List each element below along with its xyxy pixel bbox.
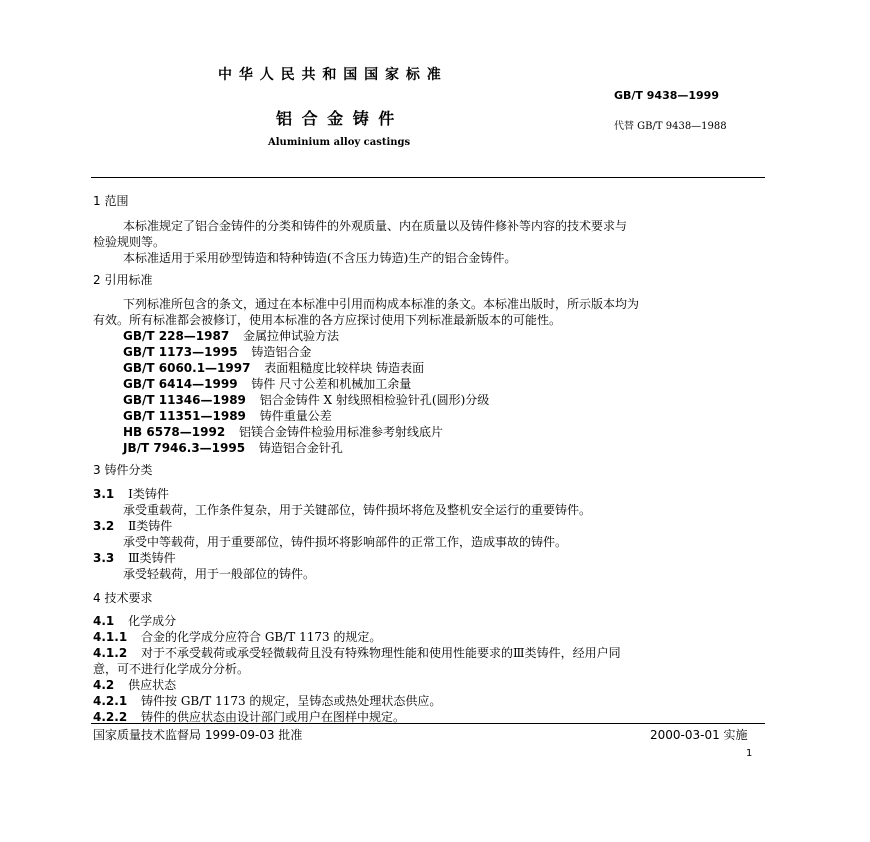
reference-code: GB/T 228—1987 (123, 329, 230, 343)
implementation-date: 2000-03-01 实施 (650, 728, 748, 742)
header-divider (91, 177, 765, 178)
clause-4-1 (93, 613, 176, 629)
clause-4-1-2-cont: 意，可不进行化学成分分析。 (93, 662, 250, 676)
reference-code: GB/T 6414—1999 (123, 377, 238, 391)
reference-title: 铸件 尺寸公差和机械加工余量 (251, 377, 412, 391)
clause-3-2 (93, 518, 172, 534)
clause-title: Ⅰ类铸件 (128, 487, 169, 501)
clause-number: 3.2 (93, 519, 115, 533)
reference-code: GB/T 11346—1989 (123, 393, 246, 407)
reference-item (123, 408, 332, 424)
approval-line: 国家质量技术监督局 1999-09-03 批准 (93, 728, 303, 742)
reference-code: GB/T 6060.1—1997 (123, 361, 251, 375)
clause-number: 4.1 (93, 614, 115, 628)
clause-text: 铸件按 GB/T 1173 的规定，呈铸态或热处理状态供应。 (141, 694, 442, 708)
clause-number: 4.2.2 (93, 710, 128, 724)
clause-number: 4.2 (93, 678, 115, 692)
document-title-cn: 铝 合 金 铸 件 (276, 109, 397, 128)
reference-code: JB/T 7946.3—1995 (123, 441, 246, 455)
reference-title: 铸造铝合金针孔 (258, 441, 343, 455)
section-2-intro-cont: 有效。所有标准都会被修订，使用本标准的各方应探讨使用下列标准最新版本的可能性。 (93, 313, 562, 327)
reference-item (123, 328, 339, 344)
document-title-en: Aluminium alloy castings (268, 137, 411, 148)
reference-code: GB/T 1173—1995 (123, 345, 238, 359)
clause-3-3 (93, 550, 176, 566)
clause-3-3-text: 承受轻载荷，用于一般部位的铸件。 (123, 567, 316, 581)
section-3-heading: 3 铸件分类 (93, 463, 153, 477)
reference-code: GB/T 11351—1989 (123, 409, 246, 423)
reference-item (123, 376, 411, 392)
clause-text: 对于不承受载荷或承受轻微载荷且没有特殊物理性能和使用性能要求的Ⅲ类铸件，经用户同 (141, 646, 621, 660)
section-4-heading: 4 技术要求 (93, 591, 153, 605)
clause-title: Ⅲ类铸件 (128, 551, 176, 565)
clause-4-2 (93, 677, 176, 693)
clause-3-1 (93, 486, 169, 502)
standard-number: GB/T 9438—1999 (614, 89, 719, 102)
clause-3-1-text: 承受重载荷，工作条件复杂，用于关键部位，铸件损坏将危及整机安全运行的重要铸件。 (123, 503, 592, 517)
section-1-paragraph: 本标准规定了铝合金铸件的分类和铸件的外观质量、内在质量以及铸件修补等内容的技术要求与 (123, 219, 628, 233)
reference-title: 金属拉伸试验方法 (243, 329, 340, 343)
reference-title: 铸造铝合金 (251, 345, 312, 359)
clause-4-2-1 (93, 693, 441, 709)
footer-divider (91, 723, 765, 724)
section-1-paragraph-2: 本标准适用于采用砂型铸造和特种铸造(不含压力铸造)生产的铝合金铸件。 (123, 251, 517, 265)
clause-text: 铸件的供应状态由设计部门或用户在图样中规定。 (141, 710, 406, 724)
replaces-standard: 代替 GB/T 9438—1988 (614, 121, 727, 132)
clause-number: 4.1.1 (93, 630, 128, 644)
section-2-heading: 2 引用标准 (93, 273, 153, 287)
reference-item (123, 424, 443, 440)
page-number: 1 (746, 748, 753, 759)
section-1-paragraph-cont: 检验规则等。 (93, 235, 166, 249)
reference-title: 表面粗糙度比较样块 铸造表面 (264, 361, 425, 375)
clause-number: 4.2.1 (93, 694, 128, 708)
reference-title: 铸件重量公差 (259, 409, 332, 423)
section-1-heading: 1 范围 (93, 194, 129, 208)
clause-4-1-2 (93, 645, 621, 661)
clause-title: 供应状态 (128, 678, 177, 692)
clause-4-1-1 (93, 629, 381, 645)
reference-item (123, 360, 424, 376)
reference-item (123, 344, 311, 360)
clause-title: Ⅱ类铸件 (128, 519, 173, 533)
clause-number: 4.1.2 (93, 646, 128, 660)
reference-title: 铝合金铸件 X 射线照相检验针孔(圆形)分级 (259, 393, 490, 407)
clause-number: 3.1 (93, 487, 115, 501)
clause-3-2-text: 承受中等载荷，用于重要部位，铸件损坏将影响部件的正常工作，造成事故的铸件。 (123, 535, 568, 549)
clause-text: 合金的化学成分应符合 GB/T 1173 的规定。 (141, 630, 382, 644)
section-2-intro: 下列标准所包含的条文，通过在本标准中引用而构成本标准的条文。本标准出版时，所示版本均为 (123, 297, 640, 311)
reference-item (123, 440, 343, 456)
clause-title: 化学成分 (128, 614, 177, 628)
reference-item (123, 392, 489, 408)
clause-number: 3.3 (93, 551, 115, 565)
reference-code: HB 6578—1992 (123, 425, 226, 439)
national-standard-title: 中 华 人 民 共 和 国 国 家 标 准 (218, 67, 442, 83)
reference-title: 铝镁合金铸件检验用标准参考射线底片 (239, 425, 444, 439)
